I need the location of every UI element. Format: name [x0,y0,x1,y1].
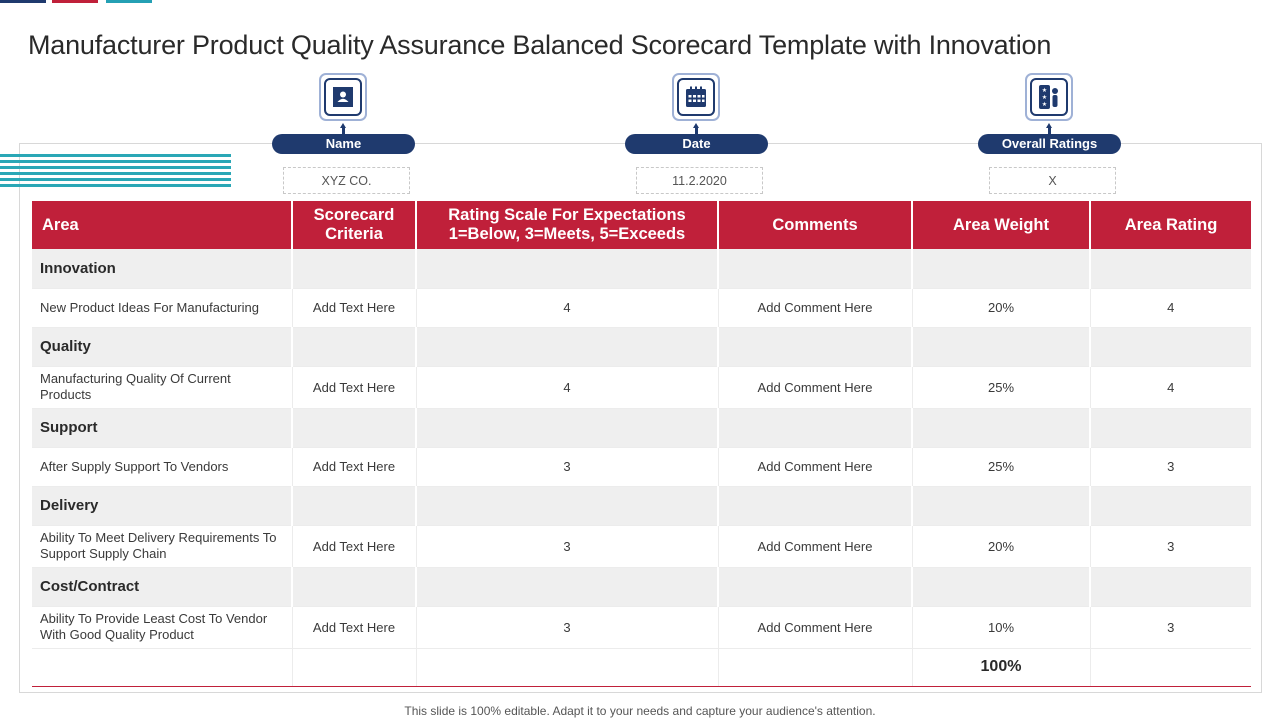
section-name: Delivery [32,486,292,525]
svg-text:★: ★ [1041,94,1048,101]
criteria-cell[interactable]: Add Text Here [292,366,416,408]
area-rating-cell: 3 [1090,525,1251,567]
date-value[interactable]: 11.2.2020 [636,167,763,194]
weight-cell: 25% [912,366,1090,408]
section-name: Quality [32,327,292,366]
rating-cell: 4 [416,366,718,408]
section-row-cost-contract [32,567,1251,606]
footer-note: This slide is 100% editable. Adapt it to your needs and capture your audience's attention. [404,704,876,718]
section-row-support [32,408,1251,447]
rating-cell: 3 [416,525,718,567]
table-row [32,525,1251,567]
section-name: Innovation [32,249,292,288]
area-rating-cell: 4 [1090,288,1251,327]
user-id-icon [319,73,367,121]
name-value[interactable]: XYZ CO. [283,167,410,194]
weight-cell: 20% [912,288,1090,327]
criteria-cell[interactable]: Add Text Here [292,606,416,648]
area-cell: After Supply Support To Vendors [32,447,292,486]
rating-stars-icon [1025,73,1073,121]
criteria-cell[interactable]: Add Text Here [292,525,416,567]
header-rating-scale: Rating Scale For Expectations 1=Below, 3=Meets, 5=Exceeds [416,201,718,249]
comment-cell[interactable]: Add Comment Here [718,366,912,408]
total-weight: 100% [912,648,1090,686]
svg-text:★: ★ [1041,101,1048,108]
area-cell: Ability To Meet Delivery Requirements To Support Supply Chain [32,525,292,567]
section-name: Support [32,408,292,447]
header-comments: Comments [718,201,912,249]
accent-bar-red [52,0,98,3]
area-cell: New Product Ideas For Manufacturing [32,288,292,327]
table-row [32,606,1251,648]
section-name: Cost/Contract [32,567,292,606]
calendar-icon [672,73,720,121]
accent-bar-navy [0,0,46,3]
comment-cell[interactable]: Add Comment Here [718,606,912,648]
slide-title: Manufacturer Product Quality Assurance Balanced Scorecard Template with Innovation [28,30,1052,60]
header-area: Area [32,201,292,249]
rating-cell: 3 [416,606,718,648]
table-row [32,288,1251,327]
accent-bar-teal [106,0,152,3]
comment-cell[interactable]: Add Comment Here [718,447,912,486]
header-area-weight: Area Weight [912,201,1090,249]
weight-cell: 25% [912,447,1090,486]
criteria-cell[interactable]: Add Text Here [292,447,416,486]
overall-ratings-label: Overall Ratings [978,134,1121,154]
section-row-delivery [32,486,1251,525]
rating-cell: 3 [416,447,718,486]
weight-cell: 10% [912,606,1090,648]
header-scorecard-criteria: Scorecard Criteria [292,201,416,249]
rating-cell: 4 [416,288,718,327]
area-rating-cell: 3 [1090,606,1251,648]
header-area-rating: Area Rating [1090,201,1251,249]
table-header-row [32,201,1251,249]
criteria-cell[interactable]: Add Text Here [292,288,416,327]
section-row-quality [32,327,1251,366]
date-label: Date [625,134,768,154]
overall-ratings-value[interactable]: X [989,167,1116,194]
comment-cell[interactable]: Add Comment Here [718,288,912,327]
area-rating-cell: 4 [1090,366,1251,408]
weight-cell: 20% [912,525,1090,567]
comment-cell[interactable]: Add Comment Here [718,525,912,567]
name-label: Name [272,134,415,154]
area-cell: Ability To Provide Least Cost To Vendor With Good Quality Product [32,606,292,648]
section-row-innovation [32,249,1251,288]
scorecard-table [32,201,1251,687]
total-row [32,648,1251,686]
decorative-stripes [0,154,231,188]
area-cell: Manufacturing Quality Of Current Products [32,366,292,408]
area-rating-cell: 3 [1090,447,1251,486]
table-row [32,447,1251,486]
table-row [32,366,1251,408]
svg-text:★: ★ [1041,87,1048,94]
